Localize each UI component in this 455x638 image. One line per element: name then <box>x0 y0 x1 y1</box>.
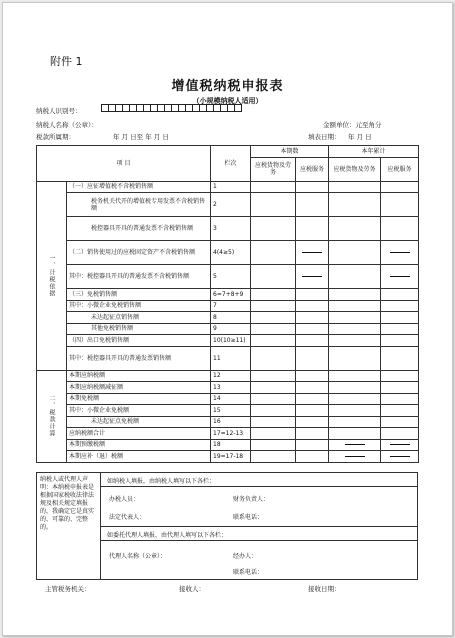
cell[interactable] <box>251 416 296 428</box>
cell[interactable] <box>329 312 381 324</box>
cell[interactable] <box>381 217 419 241</box>
cell[interactable] <box>251 193 296 217</box>
row-item: 本期预缴税额 <box>67 439 211 451</box>
cell[interactable] <box>329 346 381 370</box>
tax-office-label: 主管税务机关： <box>45 585 91 593</box>
cell[interactable] <box>296 193 329 217</box>
cell[interactable] <box>329 289 381 301</box>
cell[interactable] <box>329 382 381 394</box>
row-line: 6=7+8+9 <box>211 289 251 301</box>
fill-date-label: 填表日期： <box>308 133 341 141</box>
row-item: （一）应征增值税不含税销售额 <box>67 181 211 193</box>
cell[interactable] <box>296 217 329 241</box>
cell[interactable] <box>251 265 296 289</box>
cell-na <box>296 265 329 289</box>
cell[interactable] <box>296 346 329 370</box>
row-line: 12 <box>211 370 251 382</box>
row-item: 其中：税控器具开具的普通发票销售额 <box>67 346 211 370</box>
cell[interactable] <box>296 451 329 463</box>
row-item: 本期应补（退）税额 <box>67 451 211 463</box>
cell[interactable] <box>296 335 329 347</box>
row-item: 应纳税额合计 <box>67 428 211 440</box>
taxpayer-name-label: 纳税人名称（公章）： <box>36 121 98 129</box>
cell[interactable] <box>329 323 381 335</box>
row-line: 11 <box>211 346 251 370</box>
row-item: 税控器具开具的普通发票不含税销售额 <box>67 217 211 241</box>
cell[interactable] <box>381 323 419 335</box>
cell[interactable] <box>251 335 296 347</box>
tax-return-table <box>36 145 419 463</box>
document-page <box>2 2 453 636</box>
cell[interactable] <box>296 382 329 394</box>
cell[interactable] <box>296 393 329 405</box>
cell[interactable] <box>381 382 419 394</box>
legal-rep-label: 法定代表人： <box>109 514 146 521</box>
cell[interactable] <box>251 346 296 370</box>
cell[interactable] <box>329 370 381 382</box>
cell-na <box>381 439 419 451</box>
handler-label: 办税人员： <box>109 496 140 503</box>
row-line: 1 <box>211 181 251 193</box>
row-item: （二）销售使用过的应税固定资产不含税销售额 <box>67 241 211 265</box>
row-line: 4(4≥5) <box>211 241 251 265</box>
header-goods-current: 应税货物及劳务 <box>251 157 296 181</box>
cell[interactable] <box>381 335 419 347</box>
header-goods-ytd: 应税货物及劳务 <box>329 157 381 181</box>
amount-unit: 金额单位：元至角分 <box>323 121 382 129</box>
row-item: （三）免税销售额 <box>67 289 211 301</box>
row-line: 10(10≥11) <box>211 335 251 347</box>
row-line: 16 <box>211 416 251 428</box>
form-title: 增值税纳税申报表 <box>171 79 284 94</box>
fill-date-value: 年 月 日 <box>348 133 372 141</box>
declaration-statement: 纳税人或代理人声明：本纳税申报表是根据国家税收法律法规及相关规定填报的，我确定它是真实的、可靠的、完整的。 <box>37 473 101 579</box>
cell[interactable] <box>381 416 419 428</box>
receiver-label: 接收人： <box>179 585 205 593</box>
cell[interactable] <box>329 428 381 440</box>
self-fill-note: 如纳税人填报，由纳税人填写以下各栏： <box>107 478 216 485</box>
cell-na <box>329 451 381 463</box>
row-line: 9 <box>211 323 251 335</box>
cell[interactable] <box>296 416 329 428</box>
attachment-label: 附件 1 <box>50 55 83 68</box>
cell[interactable] <box>251 428 296 440</box>
cell-na <box>381 451 419 463</box>
cell[interactable] <box>329 335 381 347</box>
cell[interactable] <box>381 181 419 193</box>
cell[interactable] <box>329 241 381 265</box>
cell[interactable] <box>381 405 419 417</box>
receive-date-label: 接收日期： <box>308 585 341 593</box>
header-current-period: 本期数 <box>251 146 329 158</box>
cell-na <box>381 265 419 289</box>
agent-phone-label: 联系电话： <box>233 569 264 576</box>
cell[interactable] <box>251 439 296 451</box>
row-item: 未达起征点销售额 <box>67 312 211 324</box>
cell[interactable] <box>296 405 329 417</box>
phone-label: 联系电话： <box>233 514 264 521</box>
row-item: 其他免税销售额 <box>67 323 211 335</box>
cell[interactable] <box>296 428 329 440</box>
section-tax-calculation: 二、税款计算 <box>37 370 67 462</box>
header-service-ytd: 应税服务 <box>381 157 419 181</box>
cell[interactable] <box>296 289 329 301</box>
header-service-current: 应税服务 <box>296 157 329 181</box>
taxpayer-id-boxes[interactable] <box>101 104 241 123</box>
agent-handler-label: 经办人： <box>233 553 258 560</box>
cell[interactable] <box>251 382 296 394</box>
row-item: 本期免税额 <box>67 393 211 405</box>
cell[interactable] <box>329 405 381 417</box>
header-year-to-date: 本年累计 <box>329 146 419 158</box>
cell[interactable] <box>251 405 296 417</box>
row-line: 3 <box>211 217 251 241</box>
cell[interactable] <box>251 289 296 301</box>
row-line: 8 <box>211 312 251 324</box>
cell[interactable] <box>251 370 296 382</box>
agent-fill-note: 如委托代理人填报，由代理人填写以下各栏： <box>107 532 228 539</box>
cell[interactable] <box>381 370 419 382</box>
cell-na <box>329 439 381 451</box>
cell[interactable] <box>329 416 381 428</box>
divider <box>101 486 417 487</box>
divider <box>101 540 417 541</box>
cell[interactable] <box>329 393 381 405</box>
row-line: 15 <box>211 405 251 417</box>
cell[interactable] <box>251 300 296 312</box>
cell[interactable] <box>296 312 329 324</box>
agent-name-label: 代理人名称（公章）： <box>109 553 167 560</box>
cell[interactable] <box>381 393 419 405</box>
taxpayer-id-label: 纳税人识别号： <box>36 107 82 115</box>
row-item: 未达起征点免税额 <box>67 416 211 428</box>
cell[interactable] <box>381 193 419 217</box>
cell[interactable] <box>329 265 381 289</box>
section-tax-basis: 一、计税依据 <box>37 181 67 370</box>
row-line: 19=17-18 <box>211 451 251 463</box>
cell[interactable] <box>251 312 296 324</box>
period-label: 税款所属期： <box>36 133 75 141</box>
cell[interactable] <box>329 193 381 217</box>
cell[interactable] <box>329 300 381 312</box>
row-item: （四）出口免税销售额 <box>67 335 211 347</box>
cell[interactable] <box>296 323 329 335</box>
cell[interactable] <box>251 217 296 241</box>
cell[interactable] <box>251 451 296 463</box>
header-item: 项 目 <box>37 146 211 182</box>
period-value: 年 月 日至 年 月 日 <box>113 133 169 141</box>
cell[interactable] <box>381 312 419 324</box>
row-item: 其中：小微企业免税销售额 <box>67 300 211 312</box>
row-line: 18 <box>211 439 251 451</box>
cell-na <box>381 241 419 265</box>
cell[interactable] <box>381 346 419 370</box>
row-line: 14 <box>211 393 251 405</box>
cell[interactable] <box>251 393 296 405</box>
row-line: 2 <box>211 193 251 217</box>
cell[interactable] <box>296 439 329 451</box>
cell[interactable] <box>381 428 419 440</box>
declaration-block <box>36 472 418 580</box>
row-line: 7 <box>211 300 251 312</box>
row-line: 17=12-13 <box>211 428 251 440</box>
cell[interactable] <box>381 289 419 301</box>
cell[interactable] <box>381 300 419 312</box>
cell[interactable] <box>251 181 296 193</box>
cell[interactable] <box>296 370 329 382</box>
row-item: 本期应纳税额 <box>67 370 211 382</box>
cell[interactable] <box>251 323 296 335</box>
cell[interactable] <box>296 181 329 193</box>
cell[interactable] <box>329 181 381 193</box>
cell[interactable] <box>296 300 329 312</box>
header-line: 栏次 <box>211 146 251 182</box>
row-item: 其中：税控器具开具的普通发票不含税销售额 <box>67 265 211 289</box>
divider <box>101 526 417 527</box>
row-line: 5 <box>211 265 251 289</box>
finance-head-label: 财务负责人： <box>233 496 270 503</box>
row-item: 税务机关代开的增值税专用发票不含税销售额 <box>67 193 211 217</box>
cell-na <box>296 241 329 265</box>
row-item: 本期应纳税额减征额 <box>67 382 211 394</box>
row-line: 13 <box>211 382 251 394</box>
cell[interactable] <box>251 241 296 265</box>
cell[interactable] <box>329 217 381 241</box>
form-subtitle: （小规模纳税人适用） <box>192 97 263 105</box>
row-item: 其中：小微企业免税额 <box>67 405 211 417</box>
